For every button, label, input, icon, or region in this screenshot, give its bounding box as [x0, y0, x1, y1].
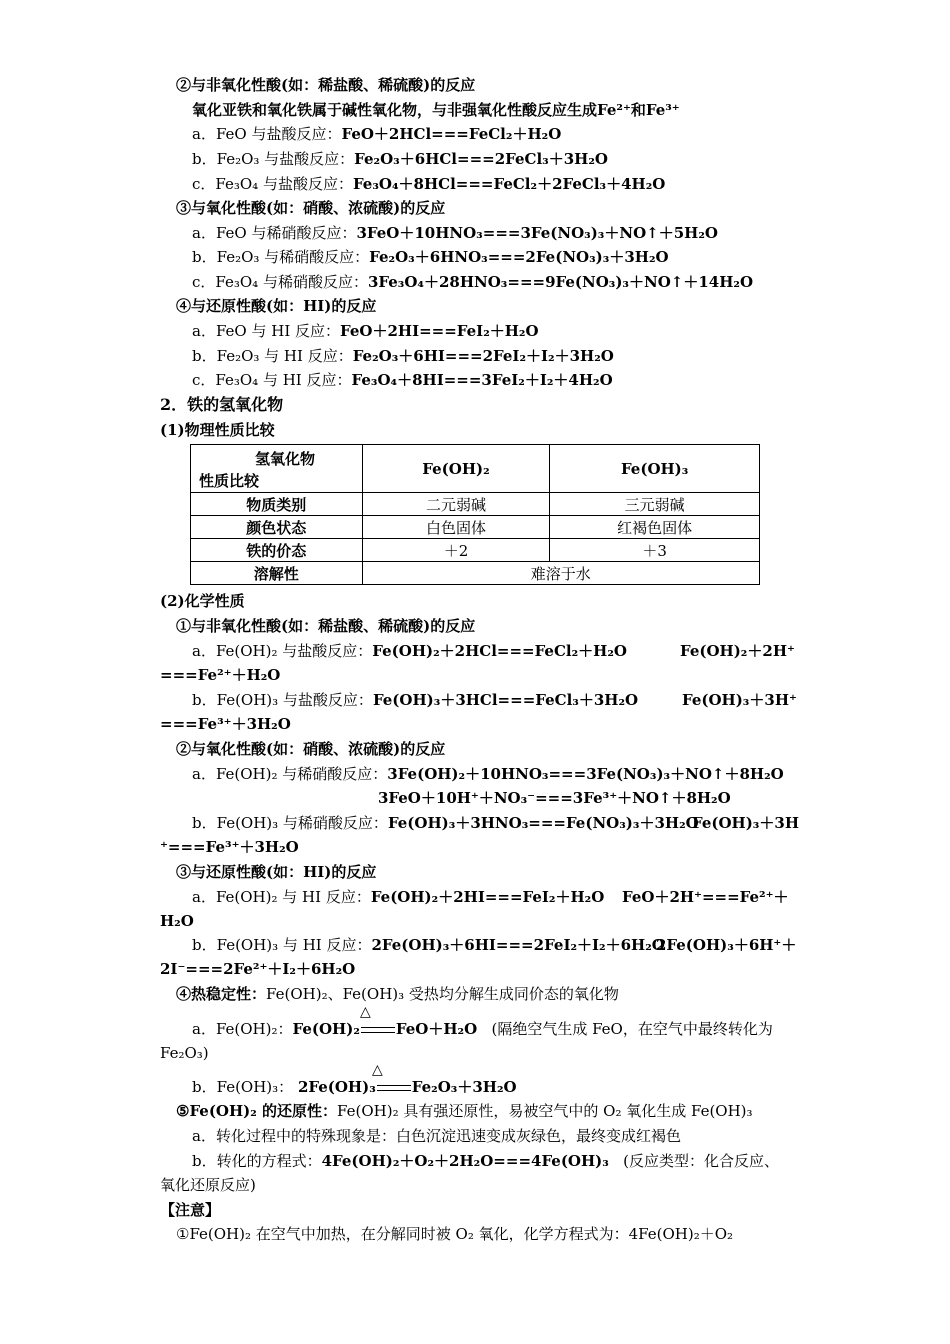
- eq-row: c．Fe₃O₄ 与盐酸反应：Fe₃O₄＋8HCl===FeCl₂＋2FeCl₃＋4H₂O: [192, 175, 666, 193]
- eq-row: a．Fe(OH)₂：Fe(OH)₂ FeO＋H₂O (隔绝空气生成 FeO，在空气中最终转化为: [192, 1020, 773, 1038]
- note-heading: 【注意】: [160, 1201, 221, 1219]
- column-header: Fe(OH)₂: [362, 445, 550, 493]
- eq-row: c．Fe₃O₄ 与 HI 反应：Fe₃O₄＋8HI===3FeI₂＋I₂＋4H₂O: [192, 371, 613, 389]
- ionic-eq-cont: 2I⁻===2Fe²⁺＋I₂＋6H₂O: [160, 960, 356, 978]
- section-title-hydroxides: 2．铁的氢氧化物: [160, 395, 284, 414]
- table-corner-header: 氢氧化物 性质比较: [191, 445, 363, 493]
- eq-row: a．FeO 与盐酸反应：FeO＋2HCl===FeCl₂＋H₂O: [192, 125, 562, 143]
- ionic-eq-cont: ===Fe²⁺＋H₂O: [160, 666, 281, 684]
- eq-row: b．Fe₂O₃ 与 HI 反应：Fe₂O₃＋6HI===2FeI₂＋I₂＋3H₂O: [192, 347, 614, 365]
- eq-row: b．Fe(OH)₃ 与 HI 反应：2Fe(OH)₃＋6HI===2FeI₂＋I₂＋6H₂O: [192, 936, 665, 954]
- property-table: [190, 444, 760, 585]
- ionic-eq-cont: H₂O: [160, 912, 194, 930]
- eq-row: b．转化的方程式：4Fe(OH)₂＋O₂＋2H₂O===4Fe(OH)₃ (反应类型：化合反应、: [192, 1152, 779, 1170]
- ionic-eq: Fe(OH)₃＋3H⁺: [682, 691, 797, 709]
- phenomenon: a．转化过程中的特殊现象是：白色沉淀迅速变成灰绿色，最终变成红褐色: [192, 1127, 681, 1145]
- reducibility: ⑤Fe(OH)₂ 的还原性：Fe(OH)₂ 具有强还原性，易被空气中的 O₂ 氧化生成 Fe(OH)₃: [176, 1102, 753, 1120]
- eq-row-cont: Fe₂O₃): [160, 1044, 209, 1062]
- heading-nonoxidizing-acid: ②与非氧化性酸(如：稀盐酸、稀硫酸)的反应: [176, 76, 476, 94]
- ionic-eq: Fe(OH)₃＋3H: [692, 814, 799, 832]
- heading-oxidizing-acid: ③与氧化性酸(如：硝酸、浓硫酸)的反应: [176, 199, 446, 217]
- eq-row: b．Fe₂O₃ 与稀硝酸反应：Fe₂O₃＋6HNO₃===2Fe(NO₃)₃＋3H₂O: [192, 248, 669, 266]
- ionic-eq-cont: ===Fe³⁺＋3H₂O: [160, 715, 291, 733]
- eq-row: b．Fe₂O₃ 与盐酸反应：Fe₂O₃＋6HCl===2FeCl₃＋3H₂O: [192, 150, 608, 168]
- ionic-eq-cont: ⁺===Fe³⁺＋3H₂O: [160, 838, 299, 856]
- table-row: 铁的价态 ＋2 ＋3: [191, 539, 760, 562]
- eq-row: b．Fe(OH)₃ 与盐酸反应：Fe(OH)₃＋3HCl===FeCl₃＋3H₂O: [192, 691, 639, 709]
- ionic-eq: Fe(OH)₂＋2H⁺: [680, 642, 795, 660]
- equals-bar: [377, 1085, 411, 1091]
- eq-row: a．FeO 与稀硝酸反应：3FeO＋10HNO₃===3Fe(NO₃)₃＋NO↑＋5H₂O: [192, 224, 718, 242]
- table-row: 颜色状态 白色固体 红褐色固体: [191, 516, 760, 539]
- heading-reducing-acid-2: ③与还原性酸(如：HI)的反应: [176, 863, 377, 881]
- heading-oxidizing-acid-2: ②与氧化性酸(如：硝酸、浓硫酸)的反应: [176, 740, 446, 758]
- subsection-chemical: (2)化学性质: [160, 592, 245, 610]
- equals-bar: [361, 1027, 395, 1033]
- heat-triangle-icon: △: [372, 1062, 383, 1078]
- eq-row: a．Fe(OH)₂ 与盐酸反应：Fe(OH)₂＋2HCl===FeCl₂＋H₂O: [192, 642, 627, 660]
- note-basic-oxide: 氧化亚铁和氧化铁属于碱性氧化物，与非强氧化性酸反应生成Fe²⁺和Fe³⁺: [192, 101, 680, 119]
- thermal-stability: ④热稳定性：Fe(OH)₂、Fe(OH)₃ 受热均分解生成同价态的氧化物: [176, 985, 619, 1003]
- table-row: 溶解性 难溶于水: [191, 562, 760, 585]
- heat-triangle-icon: △: [360, 1004, 371, 1020]
- ionic-eq: 2Fe(OH)₃＋6H⁺＋: [656, 936, 797, 954]
- eq-row: a．Fe(OH)₂ 与 HI 反应：Fe(OH)₂＋2HI===FeI₂＋H₂O: [192, 888, 605, 906]
- ionic-eq: 3FeO＋10H⁺＋NO₃⁻===3Fe³⁺＋NO↑＋8H₂O: [378, 789, 731, 807]
- eq-row: a．Fe(OH)₂ 与稀硝酸反应：3Fe(OH)₂＋10HNO₃===3Fe(NO₃)₃＋NO↑＋8H₂O: [192, 765, 784, 783]
- subsection-physical: (1)物理性质比较: [160, 421, 275, 439]
- heading-reducing-acid: ④与还原性酸(如：HI)的反应: [176, 297, 377, 315]
- eq-row-cont: 氧化还原反应): [160, 1176, 256, 1194]
- table-row: 物质类别 二元弱碱 三元弱碱: [191, 493, 760, 516]
- heading-nonoxidizing-acid-2: ①与非氧化性酸(如：稀盐酸、稀硫酸)的反应: [176, 617, 476, 635]
- eq-row: b．Fe(OH)₃ 与稀硝酸反应：Fe(OH)₃＋3HNO₃===Fe(NO₃)₃＋3H₂O: [192, 814, 699, 832]
- note-item: ①Fe(OH)₂ 在空气中加热，在分解同时被 O₂ 氧化，化学方程式为：4Fe(OH)₂＋O₂: [176, 1225, 734, 1243]
- eq-row: b．Fe(OH)₃： 2Fe(OH)₃ Fe₂O₃＋3H₂O: [192, 1078, 517, 1096]
- eq-row: a．FeO 与 HI 反应：FeO＋2HI===FeI₂＋H₂O: [192, 322, 539, 340]
- eq-row: c．Fe₃O₄ 与稀硝酸反应：3Fe₃O₄＋28HNO₃===9Fe(NO₃)₃＋NO↑＋14H₂O: [192, 273, 754, 291]
- ionic-eq: FeO＋2H⁺===Fe²⁺＋: [622, 888, 789, 906]
- column-header: Fe(OH)₃: [550, 445, 760, 493]
